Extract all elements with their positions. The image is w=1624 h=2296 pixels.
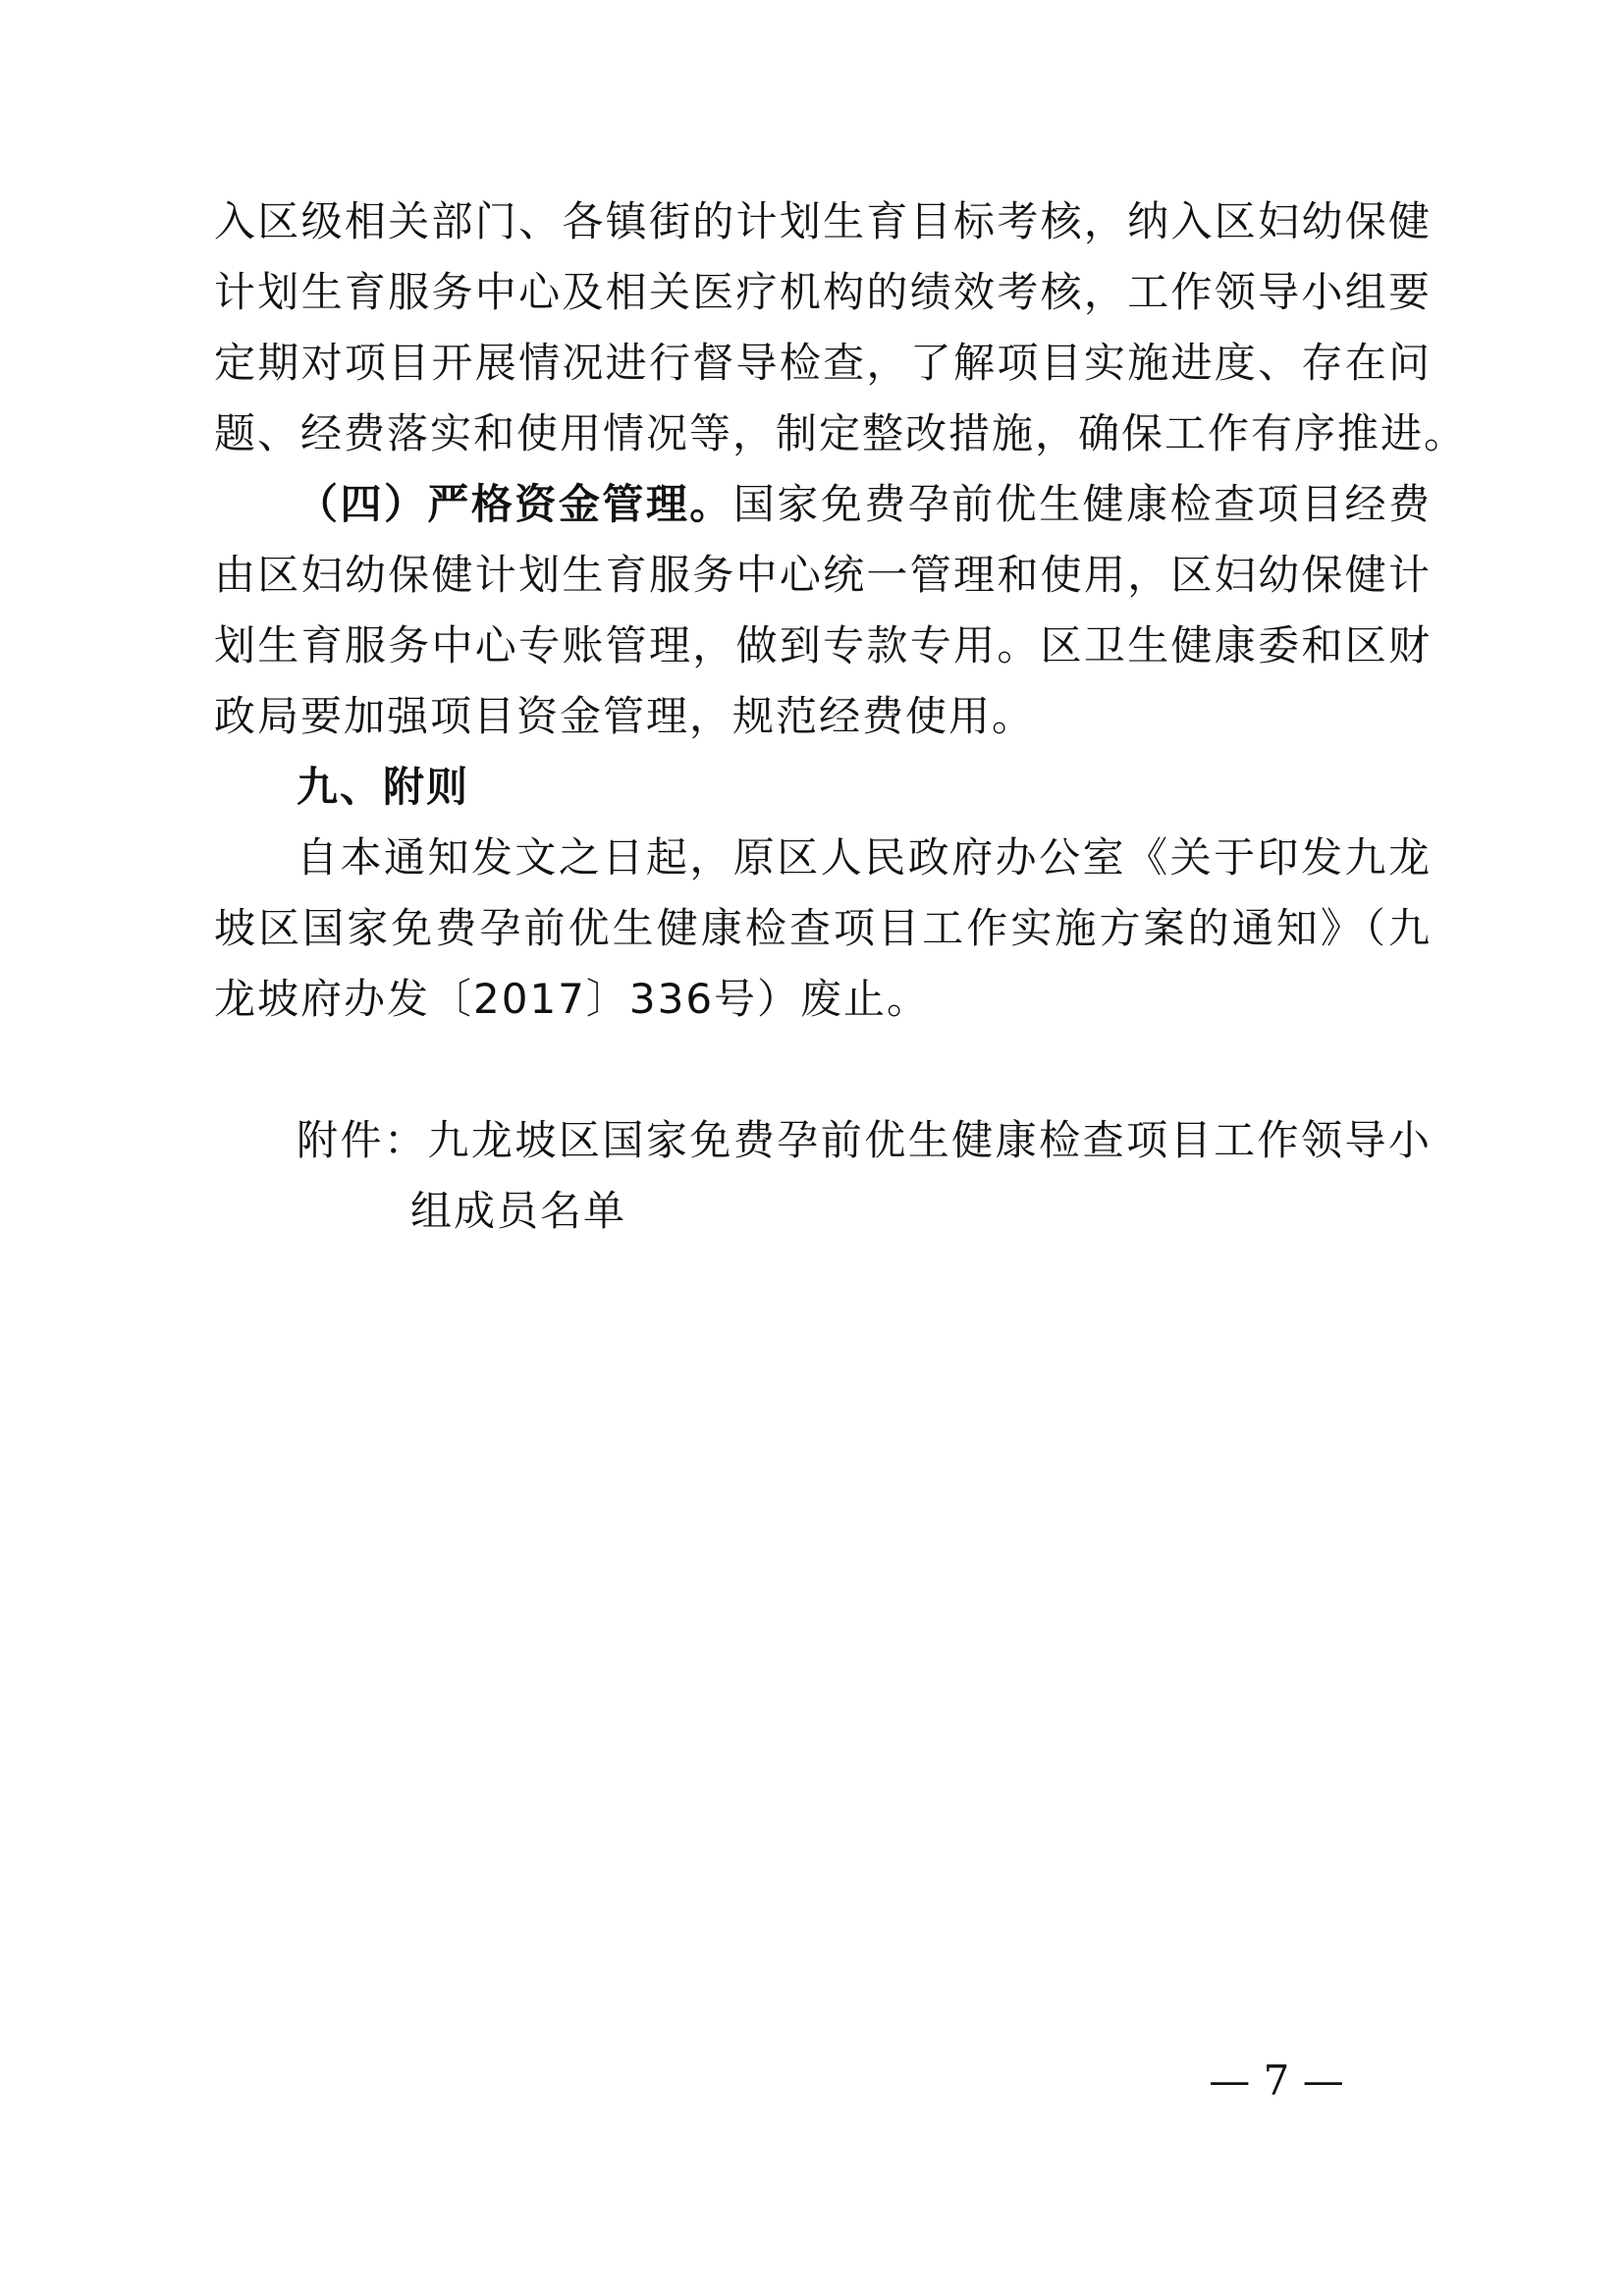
body-text-line: 由区妇幼保健计划生育服务中心统一管理和使用，区妇幼保健计 [214, 551, 1432, 599]
body-text-line: 定期对项目开展情况进行督导检查，了解项目实施进度、存在问 [214, 339, 1432, 387]
body-text-line: 计划生育服务中心及相关医疗机构的绩效考核，工作领导小组要 [214, 268, 1432, 316]
section-heading: 九、附则 [297, 763, 470, 811]
page-number: — 7 — [1209, 2056, 1344, 2105]
body-text-line: 龙坡府办发〔2017〕336号）废止。 [214, 975, 931, 1023]
body-text-line: 划生育服务中心专账管理，做到专款专用。区卫生健康委和区财 [214, 621, 1432, 669]
body-text: 国家免费孕前优生健康检查项目经费 [732, 480, 1432, 528]
body-text-line: 题、经费落实和使用情况等，制定整改措施，确保工作有序推进。 [214, 409, 1468, 457]
subsection-heading: （四）严格资金管理。 [297, 480, 733, 528]
body-text-line: 政局要加强项目资金管理，规范经费使用。 [214, 692, 1036, 740]
body-text-line: 坡区国家免费孕前优生健康检查项目工作实施方案的通知》（九 [214, 904, 1432, 952]
body-text-line: 入区级相关部门、各镇街的计划生育目标考核，纳入区妇幼保健 [214, 197, 1432, 245]
attachment-line: 附件：九龙坡区国家免费孕前优生健康检查项目工作领导小 [297, 1116, 1432, 1164]
body-text-line: 自本通知发文之日起，原区人民政府办公室《关于印发九龙 [297, 833, 1432, 881]
funding-paragraph-first-line [297, 475, 1432, 534]
attachment-line-continued: 组成员名单 [410, 1187, 627, 1235]
